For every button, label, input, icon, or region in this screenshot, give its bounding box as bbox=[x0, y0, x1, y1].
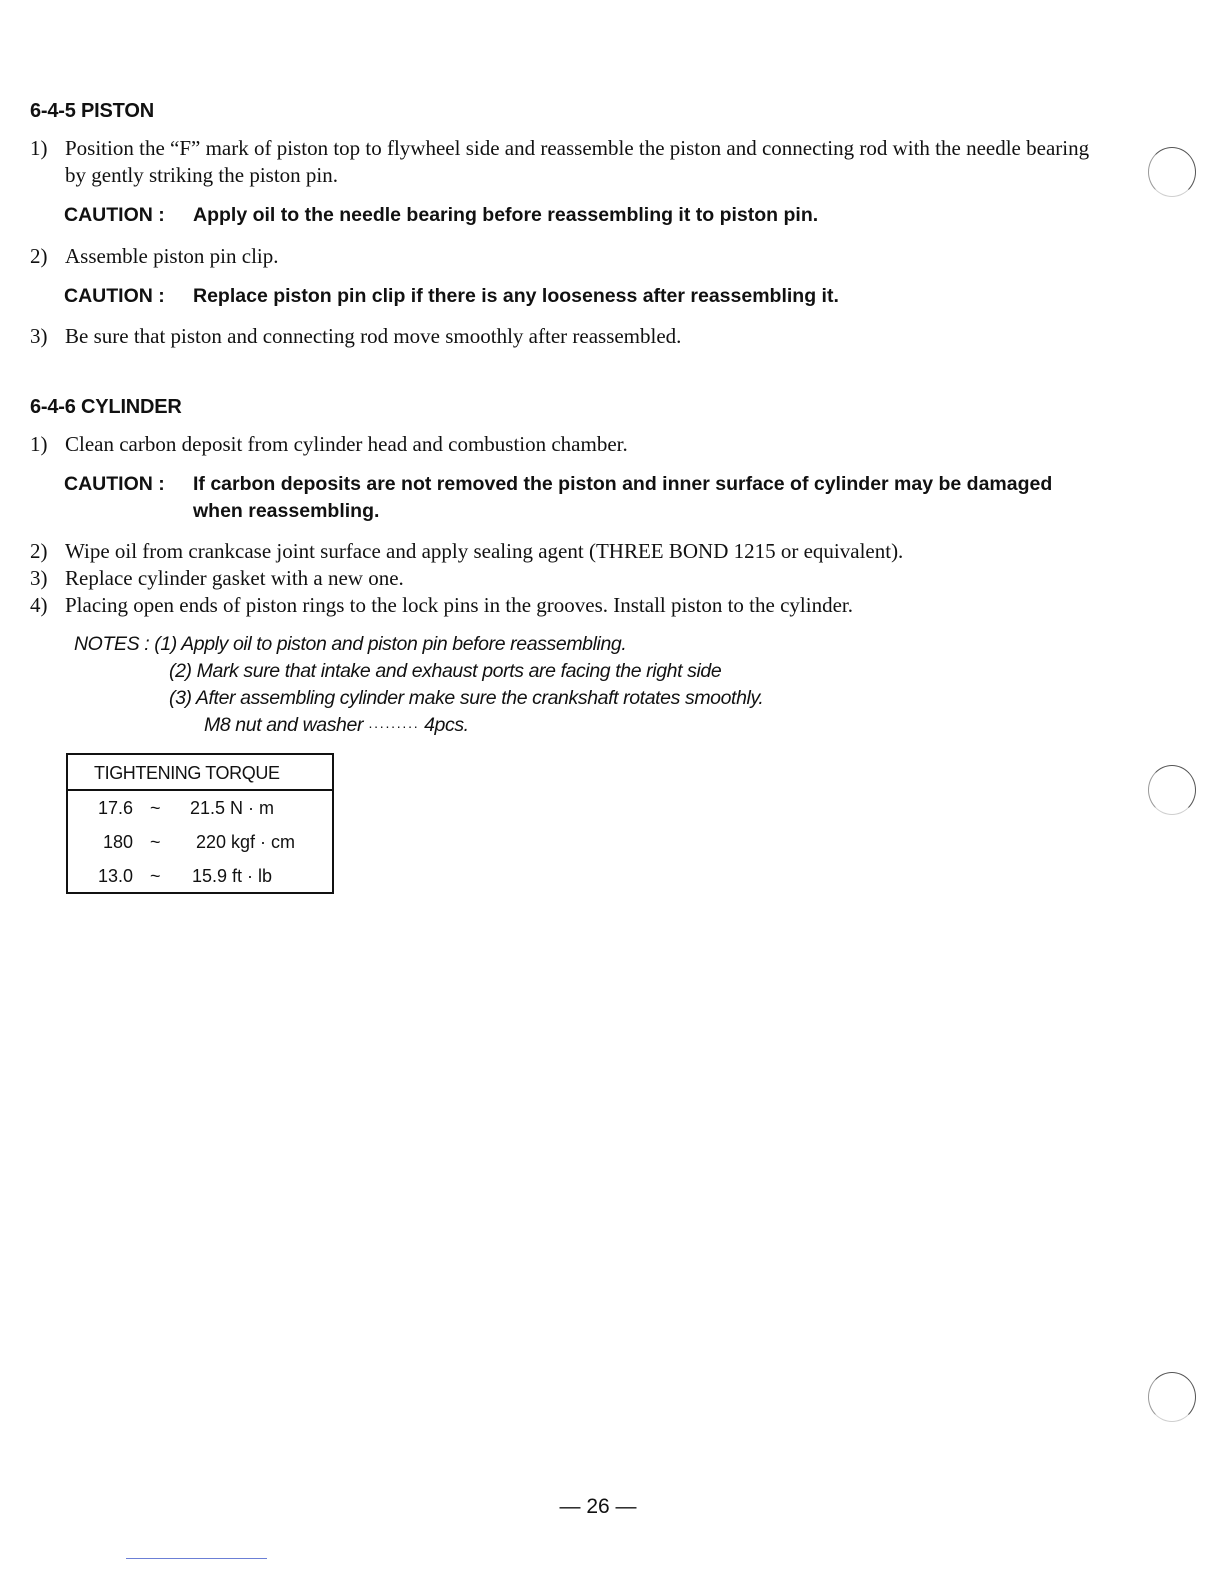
section-heading-cylinder: 6-4-6 CYLINDER bbox=[30, 396, 182, 418]
step-text: Replace cylinder gasket with a new one. bbox=[65, 566, 404, 590]
binder-hole-icon bbox=[1148, 147, 1196, 197]
step-number: 1) bbox=[30, 432, 48, 456]
fastener-qty: 4pcs. bbox=[424, 714, 469, 736]
torque-max: 220 kgf · cm bbox=[196, 832, 296, 852]
caution-text: If carbon deposits are not removed the piston and inner surface of cylinder may be damaged when reassembling. bbox=[193, 473, 1053, 522]
binder-hole-icon bbox=[1148, 765, 1196, 815]
caution-label: CAUTION : bbox=[64, 473, 165, 495]
step-text: Assemble piston pin clip. bbox=[65, 244, 279, 268]
table-header: TIGHTENING TORQUE bbox=[68, 755, 332, 791]
cylinder-step-4 bbox=[30, 592, 1090, 619]
piston-step-3 bbox=[30, 323, 1090, 350]
cylinder-caution bbox=[64, 471, 1084, 525]
step-text: Wipe oil from crankcase joint surface and apply sealing agent (THREE BOND 1215 or equivalent). bbox=[65, 539, 904, 563]
cylinder-step-3 bbox=[30, 565, 1090, 592]
range-tilde: ~ bbox=[150, 832, 161, 852]
leader-dots: ········· bbox=[368, 718, 420, 734]
note-item: (3) After assembling cylinder make sure the crankshaft rotates smoothly. bbox=[169, 687, 764, 709]
torque-min: 17.6 bbox=[98, 798, 134, 818]
step-number: 1) bbox=[30, 136, 48, 160]
step-text: Clean carbon deposit from cylinder head and combustion chamber. bbox=[65, 432, 628, 456]
note-spec bbox=[204, 712, 469, 740]
table-row bbox=[68, 791, 332, 825]
step-number: 2) bbox=[30, 539, 48, 563]
caution-text: Apply oil to the needle bearing before reassembling it to piston pin. bbox=[193, 204, 819, 226]
bottom-rule bbox=[126, 1558, 267, 1559]
tightening-torque-table bbox=[66, 753, 334, 894]
torque-min: 180 bbox=[103, 832, 134, 852]
piston-caution-1 bbox=[64, 202, 1084, 229]
page-number: — 26 — bbox=[559, 1495, 637, 1518]
step-number: 2) bbox=[30, 244, 48, 268]
step-number: 4) bbox=[30, 593, 48, 617]
piston-step-2 bbox=[30, 243, 1090, 270]
step-text: Placing open ends of piston rings to the lock pins in the grooves. Install piston to the cylinder. bbox=[65, 593, 853, 617]
table-row bbox=[68, 859, 332, 893]
step-text: Position the “F” mark of piston top to flywheel side and reassemble the piston and connecting rod with the needle bearing by gently striking the piston pin. bbox=[65, 136, 1090, 187]
table-row bbox=[68, 825, 332, 859]
torque-max: 15.9 ft · lb bbox=[192, 866, 273, 886]
section-heading-piston: 6-4-5 PISTON bbox=[30, 100, 154, 122]
piston-step-1 bbox=[30, 135, 1090, 189]
torque-min: 13.0 bbox=[98, 866, 134, 886]
cylinder-step-2 bbox=[30, 538, 1090, 565]
note-item: (1) Apply oil to piston and piston pin before reassembling. bbox=[154, 633, 627, 655]
step-number: 3) bbox=[30, 566, 48, 590]
piston-caution-2 bbox=[64, 283, 1084, 310]
step-number: 3) bbox=[30, 324, 48, 348]
cylinder-step-1 bbox=[30, 431, 1090, 458]
note-item: (2) Mark sure that intake and exhaust ports are facing the right side bbox=[169, 660, 722, 682]
caution-label: CAUTION : bbox=[64, 204, 165, 226]
range-tilde: ~ bbox=[150, 866, 161, 886]
notes-label: NOTES : bbox=[74, 633, 150, 655]
range-tilde: ~ bbox=[150, 798, 161, 818]
torque-max: 21.5 N · m bbox=[190, 798, 275, 818]
caution-text: Replace piston pin clip if there is any looseness after reassembling it. bbox=[193, 285, 839, 307]
notes-line-1 bbox=[74, 631, 626, 658]
fastener-name: M8 nut and washer bbox=[204, 714, 364, 736]
caution-label: CAUTION : bbox=[64, 285, 165, 307]
step-text: Be sure that piston and connecting rod move smoothly after reassembled. bbox=[65, 324, 682, 348]
binder-hole-icon bbox=[1148, 1372, 1196, 1422]
